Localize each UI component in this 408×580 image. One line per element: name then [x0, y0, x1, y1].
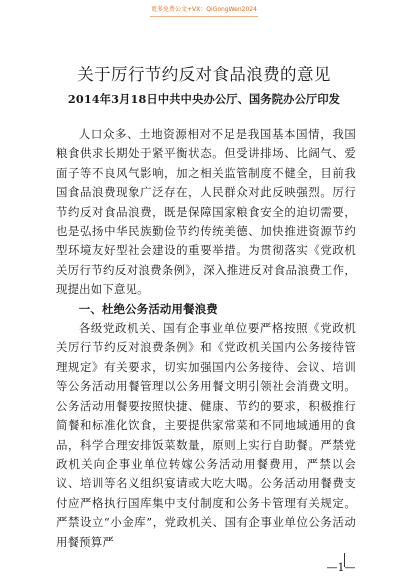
page-number: —1—	[326, 561, 356, 574]
document-body	[56, 125, 356, 552]
top-banner: 更多免费公文+VX：QiGongWen2024	[151, 6, 257, 13]
document-subtitle: 2014年3月18日中共中央办公厅、国务院办公厅印发	[67, 92, 341, 106]
document-title: 关于厉行节约反对食品浪费的意见	[77, 65, 331, 84]
section-heading: 一、杜绝公务活动用餐浪费	[78, 301, 218, 316]
paragraph-intro: 人口众多、土地资源相对不足是我国基本国情，我国粮食供求长期处于紧平衡状态。但受讲排场、比阔气、爱面子等不良风气影响，加之相关监管制度不健全，目前我国食品浪费现象广泛存在，人民群众对此反映强烈。厉行节约反对食品浪费，既是保障国家粮食安全的迫切需要，也是弘扬中华民族勤俭节约传统美德、加快推进资源节约型环境友好型社会建设的重要举措。为贯彻落实《党政机关厉行节约反对浪费条例》，深入推进反对食品浪费工作，现提出如下意见。	[56, 127, 356, 297]
top-divider	[150, 16, 258, 17]
paragraph-section-one: 各级党政机关、国有企事业单位要严格按照《党政机关厉行节约反对浪费条例》和《党政机关国内公务接待管理规定》有关要求，切实加强国内公务接待、会议、培训等公务活动用餐管理以公务用餐文明引领社会消费文明。公务活动用餐要按照快捷、健康、节约的要求，积极推行简餐和标准化饮食，主要提供家常菜和不同地域通用的食品，科学合理安排饭菜数量，原则上实行自助餐。严禁党政机关向企事业单位转嫁公务活动用餐费用，严禁以会议、培训等名义组织宴请或大吃大喝。公务活动用餐费支付应严格执行国库集中支付制度和公务卡管理有关规定。严禁设立“小金库”，党政机关、国有企事业单位公务活动用餐预算严	[56, 321, 356, 549]
